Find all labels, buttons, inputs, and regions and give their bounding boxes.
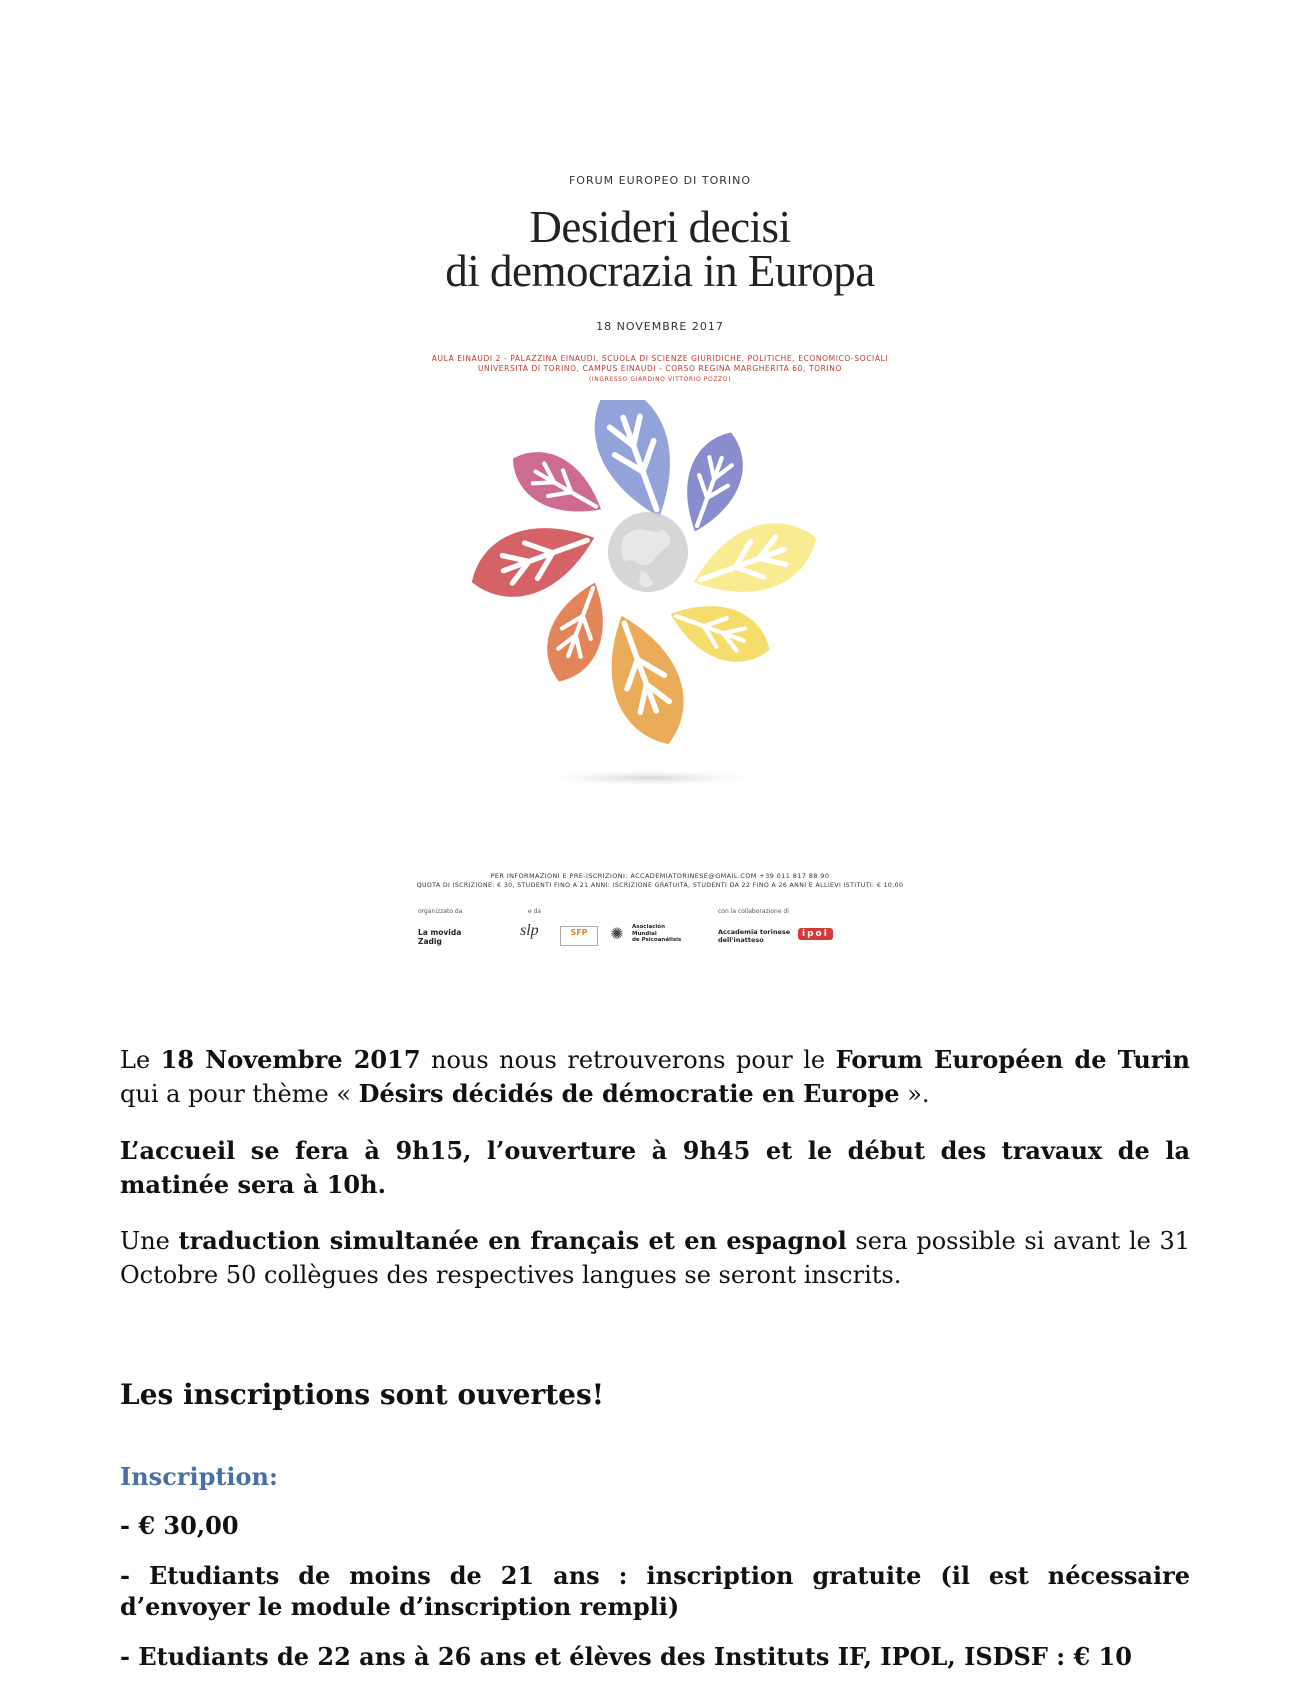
organized-by-label: organizzato da [418, 908, 463, 915]
ground-shadow [530, 769, 770, 787]
intro-paragraph [120, 1043, 1190, 1111]
poster-venue-line3: (INGRESSO GIARDINO VITTORIO POZZO) [588, 376, 732, 383]
globe-icon [608, 512, 688, 592]
amp-emblem-icon: ✺ [610, 924, 624, 943]
intro-text-4: ». [899, 1080, 930, 1108]
sfp-logo: SFP [560, 926, 598, 946]
poster-forum-label: FORUM EUROPEO DI TORINO [568, 174, 752, 187]
ipol-logo: ipol [798, 928, 833, 940]
intro-date: 18 Novembre 2017 [160, 1045, 421, 1074]
translation-text-1: Une [120, 1227, 179, 1255]
accademia-logo: Accademia torinese dell'inatteso [718, 928, 791, 944]
translation-highlight: traduction simultanée en français et en espagnol [178, 1226, 847, 1255]
translation-paragraph [120, 1224, 1190, 1292]
inscription-subheading: Inscription: [120, 1462, 278, 1491]
poster-venue-line1: AULA EINAUDI 2 - PALAZZINA EINAUDI, SCUOLA DI SCIENZE GIURIDICHE, POLITICHE, ECONOMICO-SOCIALI [431, 354, 889, 363]
registration-heading: Les inscriptions sont ouvertes! [120, 1378, 605, 1411]
intro-text-1: Le [120, 1046, 161, 1074]
fee-item-under-21: - Etudiants de moins de 21 ans : inscription gratuite (il est nécessaire d’envoyer le module d’inscription rempli) [120, 1561, 1190, 1621]
intro-text-2: nous nous retrouverons pour le [420, 1046, 836, 1074]
la-movida-zadig-logo: La movida Zadig [418, 928, 462, 946]
fee-item-22-26: - Etudiants de 22 ans à 26 ans et élèves des Instituts IF, IPOL, ISDSF : € 10 [120, 1642, 1132, 1671]
leaf-gold-icon [662, 590, 779, 674]
collaboration-label: con la collaborazione di [718, 908, 789, 915]
leaf-indigo-icon [671, 424, 755, 541]
poster-info-line1: PER INFORMAZIONI E PRE-ISCRIZIONI: ACCADEMIATORINESE@GMAIL.COM +39 011 817 88 90 [490, 872, 830, 880]
poster-date: 18 NOVEMBRE 2017 [596, 320, 724, 333]
intro-text-3: qui a pour thème « [120, 1080, 359, 1108]
translation-text-2: sera possible si avant le 31 Octobre 50 collègues des respectives langues se seront inscrits. [120, 1227, 1190, 1289]
poster-venue-line2: UNIVERSITÀ DI TORINO, CAMPUS EINAUDI - CORSO REGINA MARGHERITA 60, TORINO [477, 364, 843, 373]
amp-logo: Asociación Mundial de Psicoanálisis [632, 924, 682, 943]
fee-item-standard: - € 30,00 [120, 1511, 239, 1540]
flower-illustration [445, 400, 845, 800]
event-poster [400, 160, 920, 960]
and-by-label: e da [528, 908, 542, 915]
leaf-rust-icon [535, 574, 619, 691]
slp-logo: slp [520, 922, 539, 939]
poster-title-line1: Desideri decisi [529, 202, 791, 252]
announcement-body [120, 1043, 1190, 1691]
intro-theme: Désirs décidés de démocratie en Europe [358, 1079, 900, 1108]
intro-forum-name: Forum Européen de Turin [835, 1045, 1190, 1074]
schedule-paragraph: L’accueil se fera à 9h15, l’ouverture à 9h45 et le début des travaux de la matinée sera à 10h. [120, 1136, 1190, 1199]
poster-info-line2: QUOTA DI ISCRIZIONE: € 30, STUDENTI FINO A 21 ANNI: ISCRIZIONE GRATUITA, STUDENTI DA 22 FINO A 26 ANNI E ALLIEVI ISTITUTI: € 10,00 [416, 882, 904, 889]
leaf-magenta-icon [501, 437, 614, 531]
poster-title-line2: di democrazia in Europa [445, 246, 875, 296]
